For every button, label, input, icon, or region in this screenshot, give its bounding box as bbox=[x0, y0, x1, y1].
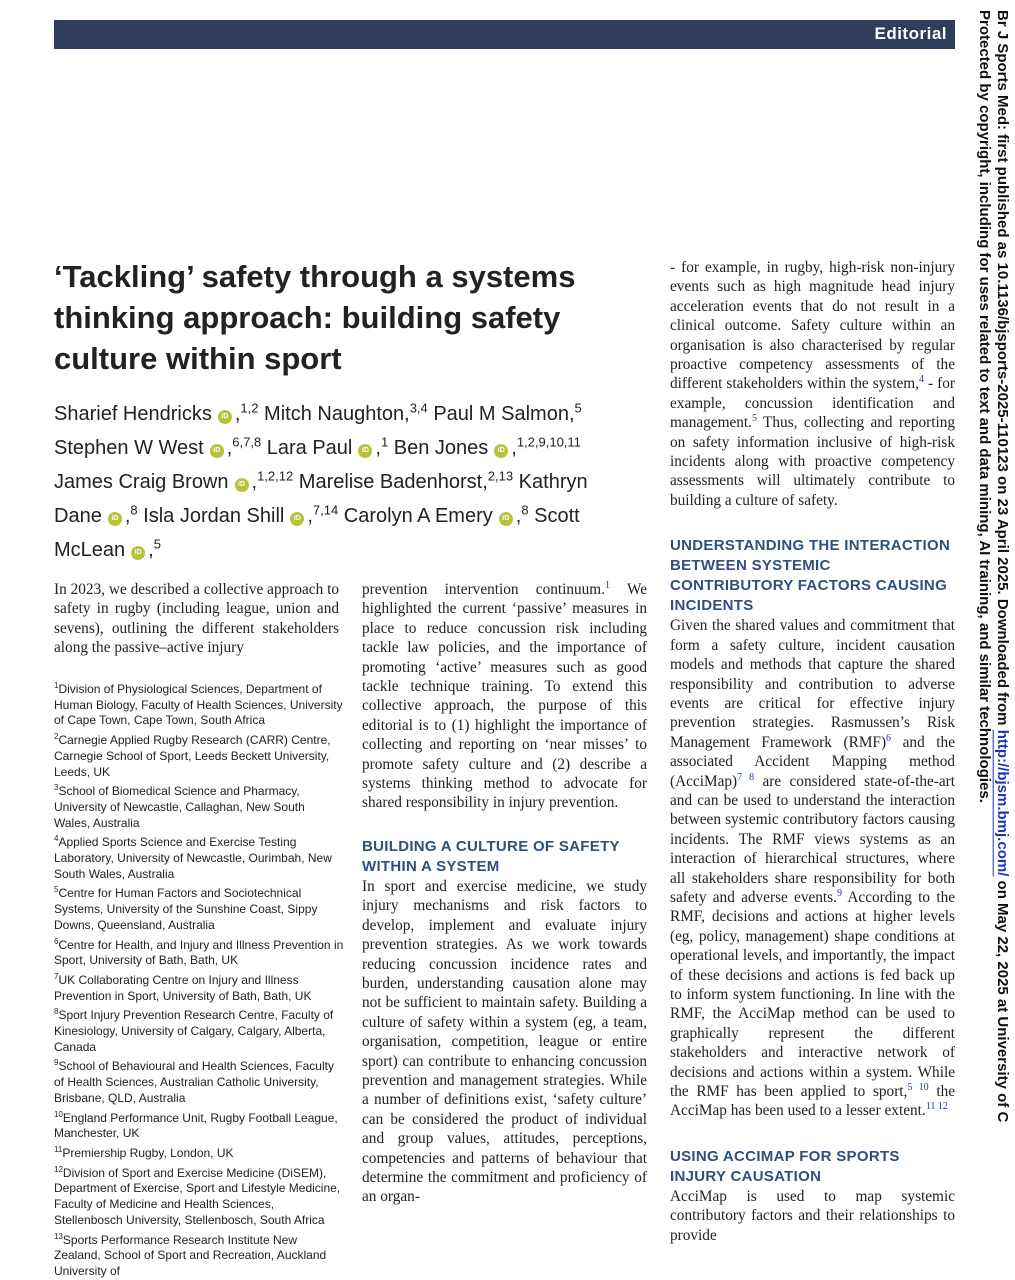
author-affiliation-ref: 6,7,8 bbox=[232, 434, 262, 450]
affiliation-number: 2 bbox=[54, 732, 59, 742]
citation-ref[interactable]: 5 bbox=[751, 413, 757, 425]
affiliation-text: Premiership Rugby, London, UK bbox=[62, 1145, 234, 1160]
citation-ref[interactable]: 5 10 bbox=[907, 1081, 929, 1093]
affiliation-item bbox=[54, 1004, 344, 1055]
author-name[interactable]: Carolyn A Emery bbox=[343, 505, 493, 528]
author-name[interactable]: Kathryn Dane bbox=[54, 470, 588, 528]
orcid-icon[interactable]: iD bbox=[494, 444, 508, 458]
affiliation-item bbox=[54, 1055, 344, 1106]
near-miss-paragraph: - for example, in rugby, high-risk non-injury events such as high magnitude head injury acceleration events that do not result in a clinical outcome. Safety culture within an organisation is also characterised by regular proactive competency assessments of the different stakeholders within the system,$^4$ - for example, concussion identification and management.$^5$ Thus, collecting and reporting on safety information inclusive of high-risk incidents along with proactive competency assessments will ultimately contribute to building a culture of safety. bbox=[670, 259, 955, 509]
section-banner bbox=[54, 20, 955, 49]
orcid-icon[interactable]: iD bbox=[358, 444, 372, 458]
safety-culture-paragraph: In sport and exercise medicine, we study injury mechanisms and risk factors to develop, implement and evaluate injury prevention strategies. As we work towards reducing concussion incidence rates and burden, understanding causation alone may not be sufficient to maintain safety. Building a culture of safety within a system (eg, a team, organisation, competition, league or entire sport) can contribute to enhancing concussion prevention and management strategies. While a number of definitions exist, ‘safety culture’ can be considered the product of individual and group values, attitudes, perceptions, competencies and patterns of behaviour that determine the commitment and proficiency of an organ- bbox=[362, 877, 647, 1206]
author: Carolyn A Emery iD ,$^8$ bbox=[343, 502, 529, 528]
affiliation-text: Division of Physiological Sciences, Department of Human Biology, Faculty of Health Sciences, University of Cape Town, Cape Town, South Africa bbox=[54, 682, 343, 728]
affiliation-number: 8 bbox=[54, 1007, 59, 1017]
notice-text: on May 22, 2025 at University of C bbox=[994, 876, 1011, 1123]
author-affiliation-ref: 5 bbox=[153, 536, 161, 552]
affiliation-text: Centre for Human Factors and Sociotechnical Systems, University of the Sunshine Coast, Sippy Downs, Queensland, Australia bbox=[54, 886, 318, 932]
author-affiliation-ref: 2,13 bbox=[487, 468, 514, 484]
author-affiliation-ref: 5 bbox=[574, 400, 582, 415]
citation-ref[interactable]: 1 bbox=[605, 579, 611, 591]
author-affiliation-ref: 8 bbox=[521, 502, 529, 518]
affiliation-text: UK Collaborating Centre on Injury and Illness Prevention in Sport, University of Bath, Bath, UK bbox=[54, 972, 312, 1003]
affiliation-number: 1 bbox=[54, 681, 59, 690]
author-name[interactable]: Stephen W West bbox=[54, 436, 204, 459]
affiliation-item bbox=[54, 678, 344, 729]
citation-ref[interactable]: 4 bbox=[919, 374, 925, 386]
affiliation-number: 9 bbox=[54, 1058, 59, 1068]
author-affiliation-ref: 7,14 bbox=[312, 502, 339, 518]
affiliation-item bbox=[54, 882, 344, 933]
citation-ref[interactable]: 6 bbox=[886, 732, 892, 744]
notice-text: Br J Sports Med: first published as 10.1136/bjsports-2025-110123 on 23 April 2025. Downloaded from bbox=[994, 10, 1011, 730]
citation-ref[interactable]: 7 8 bbox=[737, 771, 755, 783]
author: Isla Jordan Shill iD ,$^{7,14}$ bbox=[143, 502, 339, 528]
orcid-icon[interactable]: iD bbox=[218, 410, 232, 424]
copyright-notice: Protected by copyright, including for uses related to text and data mining, AI training, and similar technologies. bbox=[976, 10, 993, 803]
affiliation-number: 3 bbox=[54, 783, 59, 793]
section-label: Editorial bbox=[874, 24, 947, 43]
affiliation-text: England Performance Unit, Rugby Football League, Manchester, UK bbox=[54, 1110, 338, 1141]
affiliation-text: Carnegie Applied Rugby Research (CARR) Centre, Carnegie School of Sport, Leeds Beckett University, Leeds, UK bbox=[54, 733, 331, 779]
orcid-icon[interactable]: iD bbox=[235, 478, 249, 492]
affiliation-text: School of Biomedical Science and Pharmacy, University of Newcastle, Callaghan, New South Wales, Australia bbox=[54, 784, 305, 830]
author-name[interactable]: Mitch Naughton bbox=[264, 402, 405, 425]
author: Ben Jones iD ,$^{1,2,9,10,11}$ bbox=[393, 434, 581, 459]
section-heading-interaction: UNDERSTANDING THE INTERACTION BETWEEN SYSTEMIC CONTRIBUTORY FACTORS CAUSING INCIDENTS bbox=[670, 537, 951, 615]
author: Lara Paul iD ,$^1$ bbox=[266, 434, 389, 459]
affiliation-text: School of Behavioural and Health Sciences, Faculty of Health Sciences, Australian Catholic University, Brisbane, QLD, Australia bbox=[54, 1059, 334, 1105]
author: Mitch Naughton,$^{3,4}$ bbox=[264, 400, 428, 425]
author-name[interactable]: Isla Jordan Shill bbox=[143, 505, 285, 528]
affiliation-item bbox=[54, 729, 344, 780]
citation-ref[interactable]: 11 12 bbox=[925, 1101, 948, 1113]
affiliation-number: 7 bbox=[54, 971, 59, 981]
author-affiliation-ref: 8 bbox=[130, 502, 138, 518]
affiliation-text: Sport Injury Prevention Research Centre, Faculty of Kinesiology, University of Calgary, Calgary, Alberta, Canada bbox=[54, 1008, 334, 1054]
affiliation-text: Centre for Health, and Injury and Illness Prevention in Sport, University of Bath, Bath, UK bbox=[54, 937, 344, 968]
author-name[interactable]: James Craig Brown bbox=[54, 470, 229, 493]
affiliation-number: 5 bbox=[54, 885, 59, 895]
affiliation-item bbox=[54, 1107, 344, 1142]
column-right bbox=[670, 258, 955, 1245]
author-name[interactable]: Marelise Badenhorst bbox=[298, 470, 483, 493]
author-affiliation-ref: 1,2,9,10,11 bbox=[516, 434, 581, 450]
author-name[interactable]: Paul M Salmon bbox=[433, 402, 569, 425]
orcid-icon[interactable]: iD bbox=[108, 512, 122, 526]
affiliation-item bbox=[54, 831, 344, 882]
journal-link[interactable]: http://bjsm.bmj.com/ bbox=[994, 729, 1011, 877]
author: Sharief Hendricks iD ,$^{1,2}$ bbox=[54, 400, 259, 425]
author-name[interactable]: Ben Jones bbox=[393, 436, 489, 459]
author-name[interactable]: Sharief Hendricks bbox=[54, 402, 212, 425]
rmf-paragraph: Given the shared values and commitment that form a safety culture, incident causation models and methods that capture the shared responsibility and contribution to adverse events are critical for effective injury prevention strategies. Rasmussen’s Risk Management Framework (RMF)$^6$ and the associated Accident Mapping method (AcciMap)$^{7 8}$ are considered state-of-the-art and can be used to understand the interaction between systemic contributory factors causing incidents. The RMF views systems as an interaction of hierarchical structures, where all stakeholders share responsibility for both safety and adverse events.$^9$ According to the RMF, decisions and actions at higher levels (eg, policy, management) shape conditions at operational levels, and importantly, the impact of these decisions and actions is fed back up to inform system functioning. In line with the RMF, the AcciMap method can be used to graphically represent the different stakeholders and interactive network of decisions and actions within a system. While the RMF has been applied to sport,$^{5 10}$ the AcciMap has been used to a lesser extent.$^{11 12}$ bbox=[670, 617, 956, 1120]
affiliation-number: 11 bbox=[54, 1144, 63, 1154]
article-title: ‘Tackling’ safety through a systems thinking approach: building safety culture within sport bbox=[54, 259, 576, 376]
author: Scott McLean iD ,$^5$ bbox=[54, 505, 580, 562]
author-name[interactable]: Lara Paul bbox=[266, 436, 353, 459]
affiliation-text: Applied Sports Science and Exercise Testing Laboratory, University of Newcastle, Ourimbah, New South Wales, Australia bbox=[54, 835, 332, 881]
affiliation-item bbox=[54, 1162, 344, 1229]
author-affiliation-ref: 1 bbox=[380, 434, 389, 450]
affiliation-number: 10 bbox=[54, 1109, 63, 1119]
orcid-icon[interactable]: iD bbox=[290, 512, 304, 526]
affiliation-item bbox=[54, 1142, 344, 1162]
affiliation-text: Division of Sport and Exercise Medicine (DiSEM), Department of Exercise, Sport and Lifestyle Medicine, Faculty of Medicine and Health Sciences, Stellenbosch University, Stellenbosch, South Africa bbox=[54, 1165, 341, 1227]
author-list bbox=[54, 394, 614, 565]
citation-ref[interactable]: 9 bbox=[836, 887, 842, 899]
purpose-paragraph: prevention intervention continuum.$^1$ We highlighted the current ‘passive’ measures in place to reduce concussion risk including tackle law policies, and the importance of promoting ‘active’ measures such as good tackle technique training. To extend this collective approach, the purpose of this editorial is to (1) highlight the importance of collecting and reporting on ‘near misses’ to promote safety culture and (2) describe a systems thinking method to advocate for shared responsibility in injury prevention. bbox=[362, 579, 647, 812]
affiliation-number: 6 bbox=[54, 936, 59, 946]
author-affiliation-ref: 3,4 bbox=[409, 400, 428, 415]
affiliation-number: 13 bbox=[54, 1231, 63, 1241]
author: Marelise Badenhorst,$^{2,13}$ bbox=[298, 468, 514, 493]
column-middle bbox=[362, 580, 647, 1207]
author-name[interactable]: Scott McLean bbox=[54, 505, 580, 562]
author: Stephen W West iD ,$^{6,7,8}$ bbox=[54, 434, 262, 459]
author-affiliation-ref: 1,2,12 bbox=[257, 468, 294, 484]
download-notice bbox=[975, 10, 1015, 1200]
affiliation-number: 12 bbox=[54, 1164, 63, 1174]
affiliation-item bbox=[54, 1229, 344, 1280]
affiliation-text: Sports Performance Research Institute New Zealand, School of Sport and Recreation, Auckland University of bbox=[54, 1232, 327, 1278]
author: Kathryn Dane iD ,$^8$ bbox=[54, 470, 588, 528]
orcid-icon[interactable]: iD bbox=[131, 546, 145, 560]
orcid-icon[interactable]: iD bbox=[499, 512, 513, 526]
section-heading-accimap: USING ACCIMAP FOR SPORTS INJURY CAUSATION bbox=[670, 1147, 900, 1185]
download-notice-line-1 bbox=[993, 10, 1012, 1122]
orcid-icon[interactable]: iD bbox=[210, 444, 224, 458]
affiliation-item bbox=[54, 780, 344, 831]
author: Paul M Salmon,$^5$ bbox=[433, 400, 582, 425]
affiliation-number: 4 bbox=[54, 834, 59, 844]
affiliation-item bbox=[54, 969, 344, 1004]
intro-paragraph: In 2023, we described a collective approach to safety in rugby (including league, union and sevens), outlining the different stakeholders along the passive–active injury bbox=[54, 581, 339, 657]
author: James Craig Brown iD ,$^{1,2,12}$ bbox=[54, 468, 294, 493]
author-affiliation-ref: 1,2 bbox=[240, 400, 259, 415]
affiliation-item bbox=[54, 934, 344, 969]
affiliations-list bbox=[54, 678, 344, 1280]
accimap-paragraph: AcciMap is used to map systemic contributory factors and their relationships to provide bbox=[670, 1187, 955, 1244]
section-heading-safety-culture: BUILDING A CULTURE OF SAFETY WITHIN A SYSTEM bbox=[362, 837, 620, 875]
